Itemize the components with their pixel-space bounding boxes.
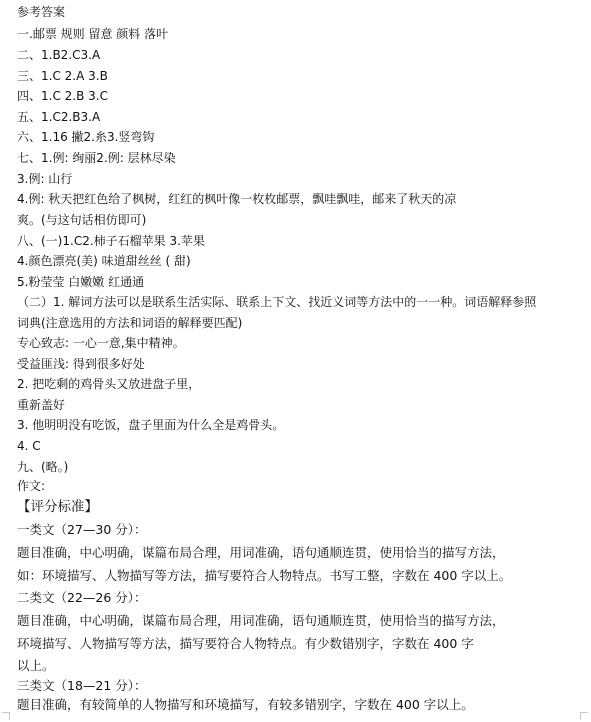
answer-line: 二、1.B2.C3.A	[17, 48, 101, 62]
answer-line: 重新盖好	[17, 398, 66, 412]
page-corner-mark	[580, 712, 588, 720]
answer-heading: 参考答案	[17, 5, 66, 19]
answer-line: 3. 他明明没有吃饭，盘子里面为什么全是鸡骨头。	[17, 418, 285, 432]
grading-standard-heading: 【评分标准】	[17, 499, 98, 515]
page-corner-mark	[2, 712, 10, 720]
answer-line: 3.例: 山行	[17, 172, 73, 186]
answer-line: 七、1.例: 绚丽2.例: 层林尽染	[17, 151, 176, 165]
answer-line: 五、1.C2.B3.A	[17, 110, 101, 124]
grading-line: 环境描写、人物描写等方法，描写要符合人物特点。有少数错别字，字数在 400 字	[17, 636, 474, 651]
grading-line: 以上。	[17, 658, 55, 673]
answer-line: 词典(注意选用的方法和词语的解释要匹配)	[17, 316, 243, 330]
grading-line: 如：环境描写、人物描写等方法，描写要符合人物特点。书写工整，字数在 400 字以上。	[17, 568, 512, 583]
answer-line: 作文:	[17, 479, 46, 493]
grading-line: 题目准确，中心明确，谋篇布局合理，用词准确，语句通顺连贯，使用恰当的描写方法，	[17, 613, 505, 628]
answer-line: 专心致志: 一心一意,集中精神。	[17, 336, 185, 350]
answer-line: 4.例: 秋天把红色给了枫树，红红的枫叶像一枚枚邮票，飘哇飘哇，邮来了秋天的凉	[17, 192, 457, 206]
answer-line: 4. C	[17, 439, 41, 453]
grading-line: 题目准确，中心明确，谋篇布局合理，用词准确，语句通顺连贯，使用恰当的描写方法，	[17, 545, 505, 560]
answer-line: 2. 把吃剩的鸡骨头又放进盘子里，	[17, 377, 201, 391]
grading-line: 题目准确，有较简单的人物描写和环境描写，有较多错别字，字数在 400 字以上。	[17, 697, 474, 712]
answer-line: （二）1. 解词方法可以是联系生活实际、联系上下文、找近义词等方法中的一一种。词语解释参照	[17, 295, 537, 309]
answer-line: 受益匪浅: 得到很多好处	[17, 357, 145, 371]
answer-line: 5.粉莹莹 白嫩嫩 红通通	[17, 275, 145, 289]
answer-line: 三、1.C 2.A 3.B	[17, 69, 108, 83]
answer-line: 九、(略。)	[17, 460, 69, 474]
answer-line: 四、1.C 2.B 3.C	[17, 89, 108, 103]
answer-line: 一.邮票 规则 留意 颜料 落叶	[17, 27, 169, 41]
grading-line: 三类文（18—21 分）：	[17, 678, 147, 693]
answer-line: 八、(一)1.C2.柿子石榴苹果 3.苹果	[17, 234, 205, 248]
grading-line: 一类文（27—30 分）：	[17, 522, 147, 537]
answer-line: 六、1.16 撇2.糸3.竖弯钩	[17, 130, 155, 144]
answer-line: 爽。(与这句话相仿即可)	[17, 213, 147, 227]
answer-line: 4.颜色漂亮(美) 味道甜丝丝 ( 甜)	[17, 254, 191, 268]
grading-line: 二类文（22—26 分）：	[17, 590, 147, 605]
